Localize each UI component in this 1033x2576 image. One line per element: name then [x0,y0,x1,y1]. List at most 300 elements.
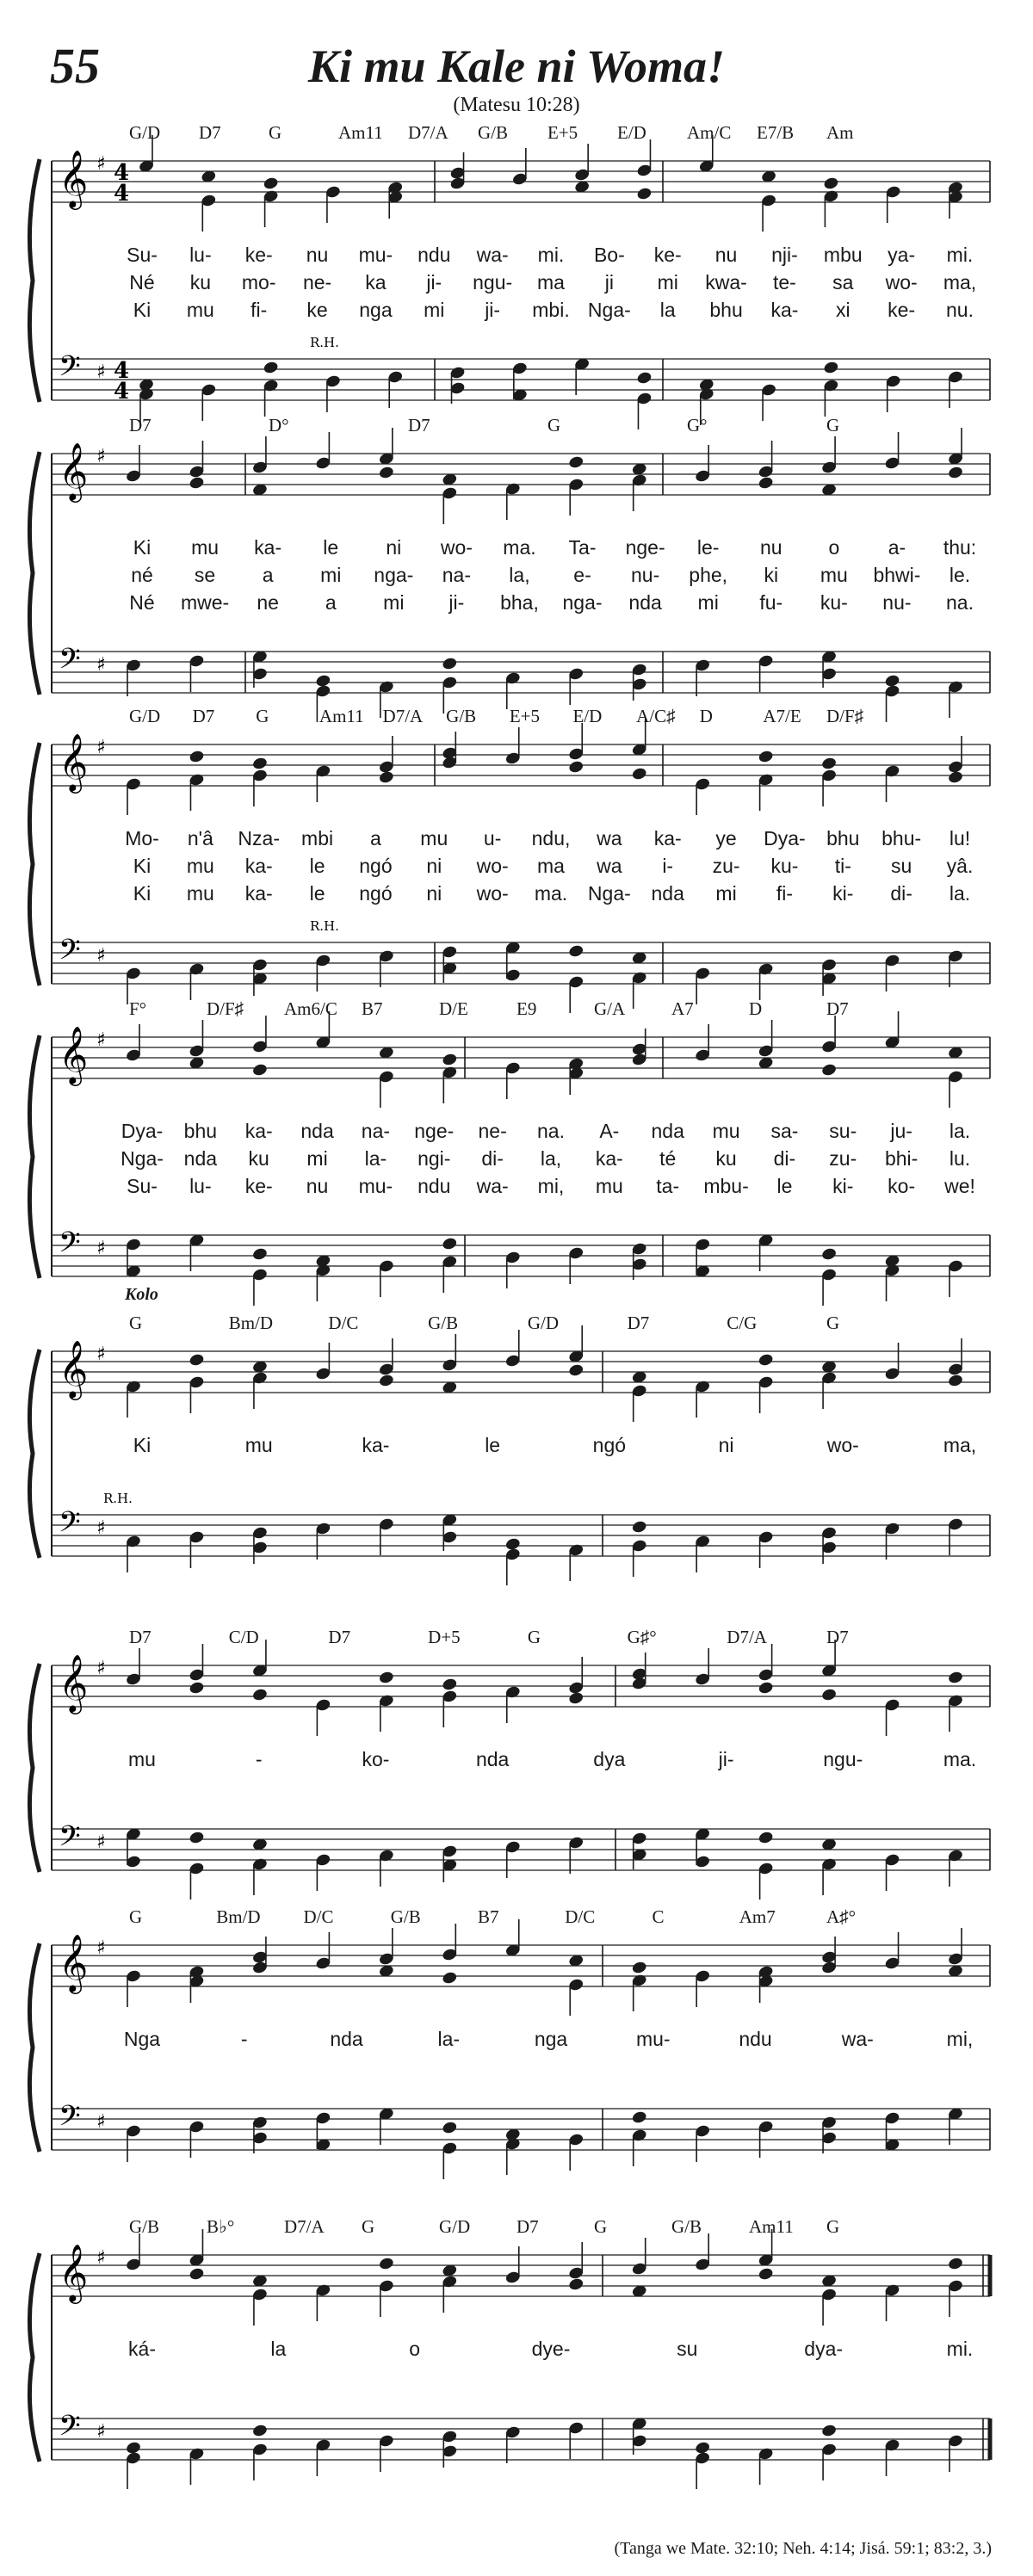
lyric-syllable: ma, [943,1434,977,1456]
note-head [947,1374,963,1388]
lyric-syllable: nji- [771,244,798,266]
lyric-syllable: nu [714,244,738,266]
chord-symbol: D7 [826,1627,849,1647]
lyric-syllable: di- [890,882,912,905]
lyric-syllable: nu- [630,564,660,586]
note-head [947,466,963,480]
lyric-syllable: ne [257,591,279,614]
lyric-syllable: Ki [133,1434,152,1456]
lyric-syllable: ki- [832,882,854,905]
note-head [251,757,268,771]
lyric-syllable: ngu- [823,1748,863,1770]
lyric-syllable: ki [764,564,779,586]
chord-symbol: D7 [408,415,430,436]
lyric-syllable: wo- [885,271,918,293]
lyric-syllable: Ki [133,855,152,877]
lyric-syllable: ni [426,855,442,877]
lyric-syllable: Dya- [764,827,806,849]
lyric-syllable: mi [715,882,737,905]
bass-staff [52,1226,990,1306]
chord-symbol: D7 [516,2216,539,2237]
lyric-syllable: lu! [949,827,971,849]
chord-symbol: G [129,1906,143,1927]
lyric-syllable: ke- [888,299,916,321]
lyric-syllable: ka- [653,827,682,849]
lyric-syllable: mi. [946,244,974,266]
note-head [631,767,647,781]
chord-symbol: Am/C [687,122,732,143]
note-head [568,944,585,959]
chord-symbol: G [826,1313,840,1333]
bass-clef-icon: 𝄢 [59,934,81,973]
lyric-line [0,299,1033,326]
chord-symbol: D7 [826,998,849,1019]
chord-symbol: D/C [565,1906,596,1927]
lyric-syllable: mbu [823,244,863,266]
chord-symbol: B7 [478,1906,499,1927]
lyric-syllable: sa- [770,1120,799,1142]
note-head [442,2121,458,2135]
chord-symbol: D [699,706,713,726]
lyric-syllable: wa [597,827,622,849]
note-head [947,770,963,785]
bass-staff [52,2100,990,2179]
lyric-syllable: wa [597,855,622,877]
chord-symbol: G/D [129,122,161,143]
lyric-syllable: ne- [478,1120,507,1142]
lyric-syllable: nda [651,1120,684,1142]
right-hand-marking: R.H. [103,1491,133,1506]
chord-symbol: D7 [328,1627,351,1647]
lyric-syllable: dya- [804,2338,844,2360]
lyric-syllable: na. [946,591,974,614]
lyric-line [0,1175,1033,1202]
lyric-syllable: A- [599,1120,620,1142]
bass-clef-icon: 𝄢 [59,1506,81,1546]
lyric-syllable: bha, [500,591,539,614]
note-head [315,674,331,689]
lyric-syllable: nga [359,299,393,321]
note-head [189,750,205,764]
treble-clef-icon: 𝄞 [59,1025,89,1084]
chord-symbol: D° [269,415,289,436]
note-head [821,1063,838,1078]
chord-symbol: D7/A [408,122,448,143]
lyric-syllable: wo- [826,1434,859,1456]
lyric-syllable: ke- [244,244,273,266]
lyric-syllable: mu [128,1748,156,1770]
note-head [568,760,585,775]
note-head [631,2110,647,2125]
note-head [378,466,394,480]
lyric-syllable: nu [759,536,782,559]
lyric-syllable: ka- [770,299,799,321]
lyric-syllable: i- [662,855,674,877]
key-signature-sharp-icon: ♯ [96,1517,106,1539]
lyric-syllable: nda [183,1147,218,1170]
lyric-syllable: su [677,2338,698,2360]
lyric-syllable: na. [537,1120,565,1142]
lyric-syllable: Nga- [587,882,631,905]
lyric-syllable: mu- [635,2028,671,2050]
lyric-syllable: su [890,855,912,877]
lyric-syllable: mi [306,1147,328,1170]
chord-symbol: D [749,998,763,1019]
chord-symbol: D7 [129,415,152,436]
note-head [758,750,774,764]
lyric-syllable: ni [426,882,442,905]
chord-symbol: G [269,122,282,143]
chord-symbol: G [256,706,269,726]
chord-symbol: G [547,415,561,436]
lyric-syllable: thu: [943,536,977,559]
lyric-syllable: le [485,1434,501,1456]
chord-symbol: G/D [439,2216,471,2237]
note-head [189,1831,205,1845]
chord-symbol: D+5 [428,1627,461,1647]
key-signature-sharp-icon: ♯ [96,737,106,758]
lyric-syllable: zu- [829,1147,857,1170]
key-signature-sharp-icon: ♯ [96,1344,106,1365]
lyric-syllable: ji [604,271,614,293]
lyric-syllable: nu- [882,591,912,614]
lyric-syllable: bhu [709,299,743,321]
time-signature-icon: 4 [114,181,130,207]
chord-symbol: E9 [516,998,537,1019]
chord-symbol: G/B [390,1906,421,1927]
lyric-syllable: nda [330,2028,363,2050]
chord-symbol: D/E [439,998,468,1019]
lyric-syllable: mu [186,299,214,321]
note-head [631,1961,647,1975]
lyric-syllable: ta- [656,1175,680,1197]
lyric-syllable: Ta- [568,536,597,559]
lyric-syllable: a- [888,536,906,559]
key-signature-sharp-icon: ♯ [96,654,106,676]
note-head [251,1688,268,1702]
lyric-syllable: Su- [127,1175,158,1197]
key-signature-sharp-icon: ♯ [96,2421,106,2443]
chord-symbol: D7/A [727,1627,767,1647]
chord-symbol: A♯° [826,1906,857,1927]
chord-symbol: E+5 [547,122,578,143]
lyric-syllable: mu [420,827,448,849]
chord-symbol: F° [129,998,147,1019]
lyric-syllable: nga- [374,564,414,586]
note-head [758,1831,774,1845]
lyric-syllable: ngó [359,855,393,877]
lyric-syllable: Nza- [238,827,280,849]
lyric-syllable: mi, [946,2028,974,2050]
lyric-syllable: wa- [841,2028,874,2050]
lyric-syllable: ka- [244,855,273,877]
lyric-syllable: se [194,564,216,586]
chord-symbol: G/B [478,122,509,143]
note-head [821,757,838,771]
note-head [251,2424,268,2438]
chord-symbol: G° [687,415,708,436]
chord-symbol: Am6/C [284,998,337,1019]
chorus-label: Kolo [125,1285,158,1304]
lyric-syllable: le [323,536,339,559]
bass-staff [52,1506,990,1585]
lyric-syllable: mi. [946,2338,974,2360]
lyric-syllable: ji- [426,271,442,293]
note-head [821,1247,838,1262]
treble-clef-icon: 𝄞 [59,1933,89,1992]
note-head [125,2441,141,2456]
note-head [378,1374,394,1388]
lyric-syllable: na- [442,564,471,586]
lyric-line [0,1147,1033,1175]
lyric-syllable: nda [628,591,662,614]
lyric-syllable: nga- [562,591,603,614]
treble-staff [52,135,990,232]
chord-symbol: D7 [627,1313,650,1333]
lyric-syllable: le. [949,564,971,586]
lyric-syllable: ka- [254,536,282,559]
lyric-line [0,882,1033,910]
lyric-syllable: Dya- [121,1120,164,1142]
key-signature-sharp-icon: ♯ [96,1832,106,1853]
lyric-syllable: le [776,1175,793,1197]
lyric-syllable: wa- [476,244,509,266]
lyric-line [0,827,1033,855]
chord-symbol: G/B [671,2216,702,2237]
note-head [442,1237,458,1251]
key-signature-sharp-icon: ♯ [96,446,106,467]
lyric-syllable: ma, [943,271,977,293]
chord-symbol: D/F♯ [207,998,244,1019]
time-signature-icon: 4 [114,358,130,384]
lyric-syllable: mi. [537,244,565,266]
lyric-line [0,591,1033,619]
lyric-syllable: u- [483,827,502,849]
lyric-syllable: mu [820,564,848,586]
key-signature-sharp-icon: ♯ [96,153,106,175]
note-head [263,176,279,191]
bass-clef-icon: 𝄢 [59,643,81,683]
lyric-syllable: ndu [418,1175,451,1197]
note-head [947,1671,963,1685]
lyric-syllable: ka- [244,882,273,905]
lyric-line [0,1434,1033,1461]
note-head [504,1537,521,1552]
lyric-syllable: Né [129,271,155,293]
note-head [568,1691,585,1706]
lyric-syllable: le [309,882,325,905]
lyric-syllable: nu. [946,299,974,321]
lyric-syllable: ye [715,827,737,849]
treble-staff [52,428,990,524]
note-head [823,361,839,375]
note-head [631,1520,647,1535]
lyric-syllable: phe, [689,564,728,586]
chord-symbol: G/B [129,2216,160,2237]
lyric-syllable: nda [651,882,684,905]
chord-symbol: G/B [428,1313,459,1333]
time-signature-icon: 4 [114,160,130,186]
lyric-syllable: lu- [189,1175,212,1197]
lyric-syllable: ndu [418,244,451,266]
lyric-syllable: ndu, [531,827,571,849]
chord-symbol: C/D [228,1627,259,1647]
lyric-syllable: mi [424,299,445,321]
lyric-syllable: mi [657,271,678,293]
lyric-syllable: ji- [485,299,501,321]
lyric-syllable: ni [718,1434,734,1456]
lyric-syllable: ngi- [418,1147,451,1170]
lyric-syllable: Né [129,591,155,614]
lyric-syllable: bhu [183,1120,218,1142]
lyric-syllable: nga [534,2028,568,2050]
lyric-syllable: ma. [503,536,536,559]
lyric-syllable: a [370,827,381,849]
lyric-syllable: mu [712,1120,740,1142]
lyric-syllable: Su- [127,244,158,266]
lyric-syllable: ko- [888,1175,916,1197]
lyric-syllable: su- [829,1120,857,1142]
lyric-syllable: ya- [888,244,916,266]
key-signature-sharp-icon: ♯ [96,1937,106,1959]
chord-symbol: G [362,2216,375,2237]
lyric-syllable: ndu [739,2028,772,2050]
lyric-syllable: mi, [537,1175,565,1197]
chord-symbol: D7 [129,1627,152,1647]
chord-symbol: Am11 [319,706,364,726]
lyric-syllable: Nga- [121,1147,164,1170]
lyric-syllable: ma [537,271,565,293]
key-signature-sharp-icon: ♯ [96,945,106,967]
lyric-syllable: nge- [414,1120,455,1142]
lyric-syllable: mi [320,564,342,586]
chord-symbol: A7 [671,998,694,1019]
right-hand-marking: R.H. [310,918,339,934]
lyric-syllable: a [325,591,337,614]
lyric-syllable: dye- [531,2338,571,2360]
note-head [189,1353,205,1368]
lyric-syllable: ke- [244,1175,273,1197]
lyric-syllable: yâ. [946,855,974,877]
note-head [947,2257,963,2271]
lyric-syllable: ma. [943,1748,977,1770]
lyric-syllable: wo- [440,536,473,559]
note-head [251,1247,268,1262]
hymn-title: Ki mu Kale ni Woma! [307,40,726,92]
lyric-syllable: ka [365,271,387,293]
bass-staff [52,2410,990,2489]
lyric-syllable: Ki [133,536,152,559]
key-signature-sharp-icon: ♯ [96,2247,106,2269]
lyric-syllable: la. [949,882,971,905]
chord-symbol: G/A [594,998,626,1019]
lyric-syllable: mi [697,591,719,614]
chord-symbol: A7/E [763,706,801,726]
lyric-syllable: té [659,1147,677,1170]
lyric-syllable: le- [696,536,720,559]
lyric-syllable: ji- [718,1748,734,1770]
lyric-syllable: ku- [820,591,848,614]
note-head [823,176,839,191]
lyric-syllable: mbi [301,827,334,849]
lyric-line [0,855,1033,882]
time-signature-icon: 4 [114,379,130,405]
lyric-syllable: ku- [770,855,799,877]
key-signature-sharp-icon: ♯ [96,1238,106,1259]
lyric-syllable: ko- [362,1748,390,1770]
lyric-syllable: n'â [187,827,213,849]
key-signature-sharp-icon: ♯ [96,1029,106,1051]
note-head [189,1681,205,1696]
lyric-syllable: ku [715,1147,737,1170]
lyric-syllable: nda [475,1748,510,1770]
lyric-syllable: ka- [244,1120,273,1142]
lyric-syllable: ku [248,1147,269,1170]
lyric-syllable: ngó [359,882,393,905]
lyric-syllable: di- [773,1147,796,1170]
chord-symbol: Bm/D [228,1313,274,1333]
note-head [442,1971,458,1986]
lyric-syllable: mu- [358,244,393,266]
lyric-syllable: ke [306,299,328,321]
lyric-syllable: mu [186,882,214,905]
note-head [568,2277,585,2292]
note-head [821,2424,838,2438]
chord-symbol: Am11 [338,122,383,143]
chord-symbol: A/C♯ [636,706,676,726]
lyric-syllable: ma [537,855,565,877]
footer-references: (Tanga we Mate. 32:10; Neh. 4:14; Jisá. 59:1; 83:2, 3.) [614,2539,992,2558]
lyric-syllable: ji- [448,591,465,614]
treble-clef-icon: 𝄞 [59,2243,89,2301]
lyric-syllable: o [828,536,840,559]
note-head [758,1353,774,1368]
key-signature-sharp-icon: ♯ [96,2111,106,2133]
chord-symbol: E/D [572,706,603,726]
key-signature-sharp-icon: ♯ [96,1658,106,1679]
chord-symbol: D7/A [284,2216,325,2237]
lyric-syllable: di- [481,1147,504,1170]
treble-staff [52,719,990,815]
lyric-syllable: ne- [302,271,332,293]
note-head [442,657,458,671]
treble-clef-icon: 𝄞 [59,149,89,207]
lyric-syllable: ká- [128,2338,156,2360]
lyric-syllable: fi- [251,299,268,321]
treble-staff [52,1325,990,1422]
treble-staff [52,1919,990,2016]
chord-symbol: B7 [362,998,383,1019]
note-head [378,1671,394,1685]
lyric-syllable: la, [509,564,530,586]
treble-clef-icon: 𝄞 [59,732,89,791]
note-head [758,2267,774,2282]
lyric-syllable: la [270,2338,287,2360]
chord-symbol: D/C [328,1313,359,1333]
lyric-syllable: la [659,299,676,321]
lyric-syllable: Ki [133,882,152,905]
lyric-syllable: mu [244,1434,273,1456]
lyric-syllable: né [131,564,153,586]
treble-staff [52,1011,990,1108]
key-signature-sharp-icon: ♯ [96,361,106,383]
scripture-reference: (Matesu 10:28) [453,94,580,116]
lyric-syllable: mi [383,591,405,614]
chord-symbol: G [527,1627,541,1647]
lyric-line [0,564,1033,591]
note-head [568,1363,585,1378]
lyric-syllable: ku [189,271,211,293]
